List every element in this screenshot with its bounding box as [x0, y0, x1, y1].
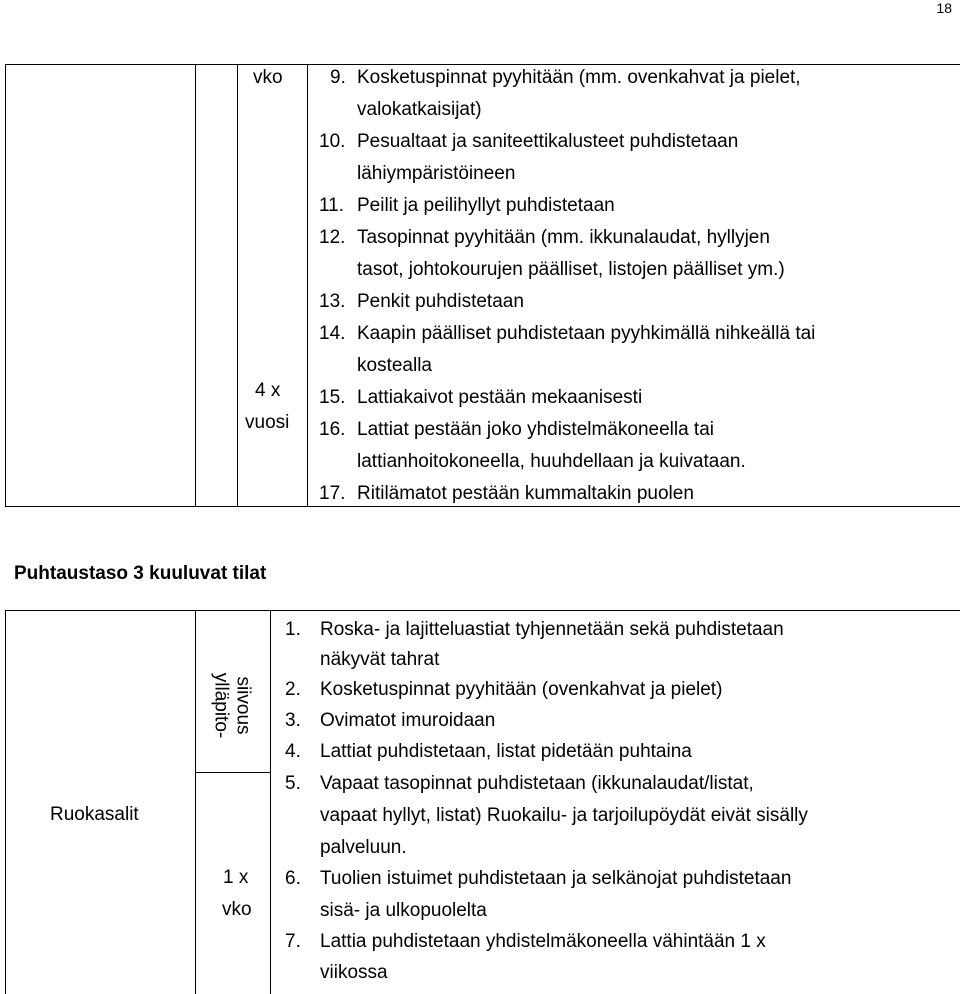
cleaning-type-line1: ylläpito- [210, 672, 232, 739]
table1-divider-3 [307, 64, 308, 507]
page-number: 18 [936, 0, 952, 16]
table1-divider-2 [237, 64, 238, 507]
section-heading: Puhtaustaso 3 kuuluvat tilat [14, 563, 267, 584]
table2-border-top [5, 610, 960, 611]
table2-row-divider [195, 772, 271, 773]
cleaning-type-cell [196, 611, 270, 772]
table1-frequency-top: vko [253, 67, 283, 88]
table2-divider-2 [270, 610, 271, 994]
room-name: Ruokasalit [50, 804, 139, 825]
table1-frequency-count: 4 x [255, 380, 281, 401]
table1-border-bottom [5, 506, 960, 507]
table2-border-left [5, 610, 6, 994]
table2-frequency-unit: vko [222, 899, 252, 920]
table1-border-left [5, 64, 6, 507]
table1-frequency-unit: vuosi [245, 412, 290, 433]
table2-frequency-count: 1 x [223, 867, 249, 888]
table1-divider-1 [195, 64, 196, 507]
cleaning-type-line2: siivous [232, 676, 254, 735]
table1-border-top [5, 64, 960, 65]
